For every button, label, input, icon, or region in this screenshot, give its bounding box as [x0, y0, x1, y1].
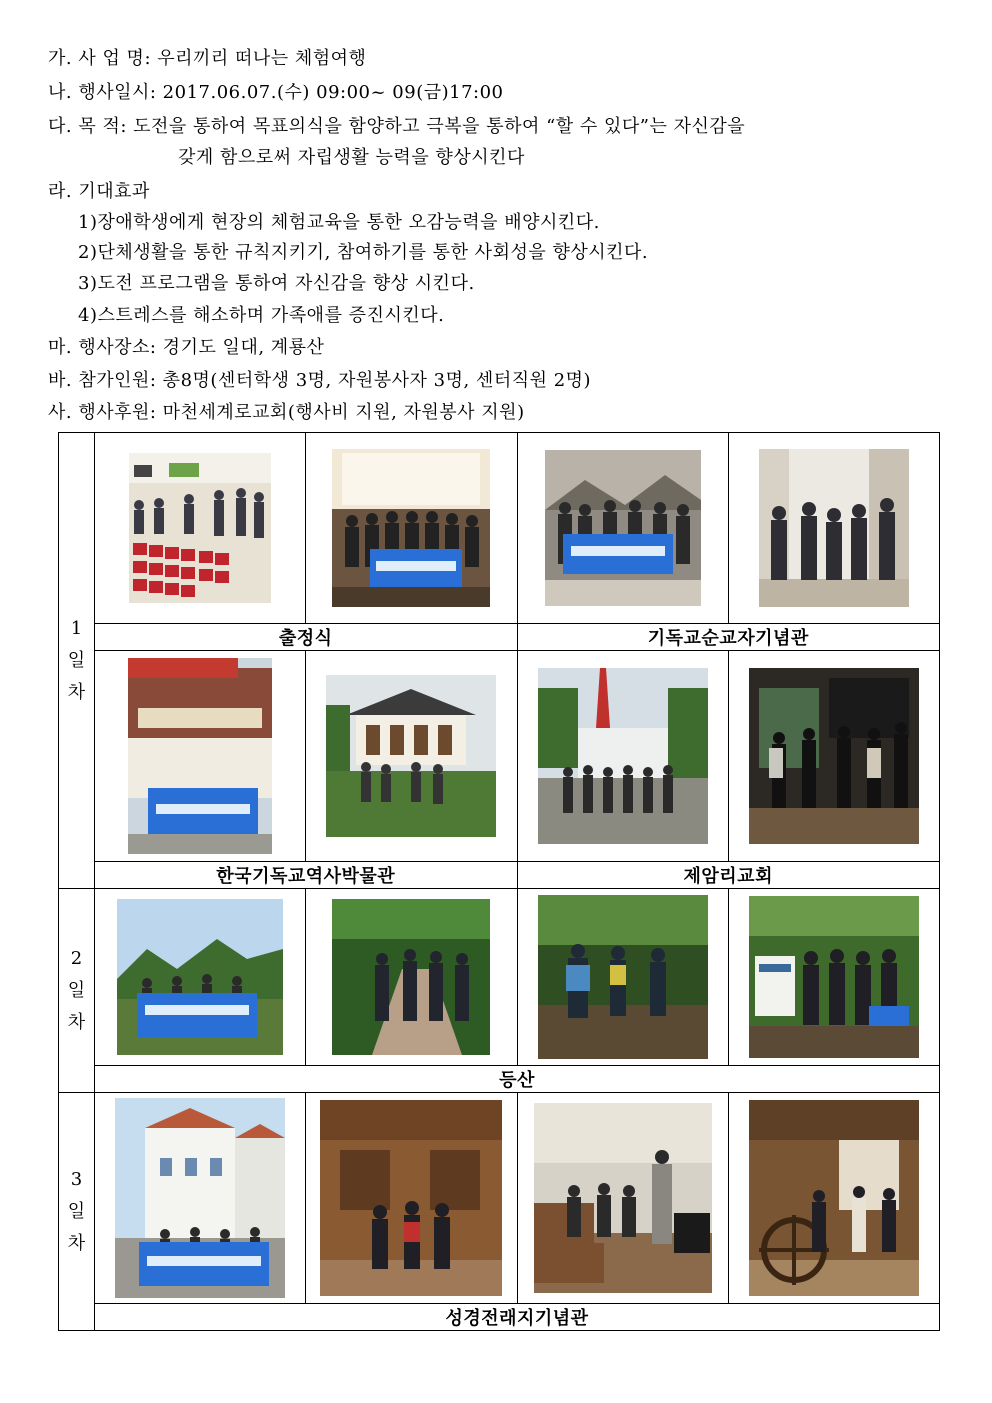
photo-send-off-ceremony-hall — [129, 453, 271, 603]
caption-history-museum: 한국기독교역사박물관 — [95, 862, 518, 889]
caption-martyrs-memorial: 기독교순교자기념관 — [517, 624, 940, 651]
photo-church-exhibit-hall — [749, 668, 919, 844]
info-label: 가. 사 업 명: — [48, 48, 152, 69]
day-3-num: 3 — [70, 1168, 83, 1190]
day-2-il: 일 — [67, 979, 86, 1001]
info-value: 2017.06.07.(수) 09:00~ 09(금)17:00 — [156, 82, 504, 103]
photo-cell — [95, 889, 306, 1066]
info-label: 사. 행사후원: — [48, 402, 157, 423]
info-line-7 — [78, 238, 648, 264]
photo-cell — [517, 1093, 728, 1304]
photo-bible-memorial-building-group — [115, 1098, 285, 1298]
photo-cell — [95, 433, 306, 624]
day-3-il: 일 — [67, 1200, 86, 1222]
caption-jeamri-church: 제암리교회 — [517, 862, 940, 889]
day-2-cha: 차 — [67, 1011, 86, 1033]
photo-cell — [728, 889, 939, 1066]
day-3-cell — [59, 1093, 95, 1331]
photo-chapel-pews — [534, 1103, 712, 1293]
info-value: 총8명(센터학생 3명, 자원봉사자 3명, 센터직원 2명) — [156, 370, 592, 391]
info-value: 마천세계로교회(행사비 지원, 자원봉사 지원) — [156, 402, 525, 423]
caption-hiking: 등산 — [95, 1066, 940, 1093]
photo-hiking-trail-walk — [332, 899, 490, 1055]
photo-cell — [728, 1093, 939, 1304]
info-label: 마. 행사장소: — [48, 337, 157, 358]
info-line-4 — [178, 143, 525, 169]
day-1-cell — [59, 433, 95, 889]
photo-hiking-banner-group — [117, 899, 283, 1055]
info-line-8 — [78, 269, 475, 295]
photo-cell — [728, 651, 939, 862]
photo-history-museum-building — [128, 658, 272, 854]
photo-hanok-building — [326, 675, 496, 837]
day-1-cha: 차 — [67, 681, 86, 703]
info-line-10 — [48, 333, 324, 359]
photo-forest-climb — [538, 895, 708, 1059]
photo-martyrs-memorial-group — [545, 450, 701, 606]
info-line-6 — [78, 208, 600, 234]
photo-cell — [517, 433, 728, 624]
info-value: 도전을 통하여 목표의식을 함양하고 극복을 통하여 “할 수 있다”는 자신감을 — [126, 116, 746, 137]
photo-cell — [306, 651, 517, 862]
day-2-cell — [59, 889, 95, 1093]
info-line-12 — [48, 398, 525, 424]
photo-jeamri-church-group — [538, 668, 708, 844]
info-line-3 — [48, 112, 745, 138]
info-value: 4)스트레스를 해소하며 가족애를 증진시킨다. — [78, 305, 445, 326]
photo-bible-exhibit-interior — [320, 1100, 502, 1296]
info-line-1 — [48, 44, 366, 70]
info-label: 다. 목 적: — [48, 116, 127, 137]
day-3-cha: 차 — [67, 1232, 86, 1254]
photo-cell — [728, 433, 939, 624]
photo-cell — [95, 1093, 306, 1304]
photo-cell — [517, 889, 728, 1066]
info-label: 나. 행사일시: — [48, 82, 157, 103]
info-value: 갖게 함으로써 자립생활 능력을 향상시킨다 — [178, 147, 525, 168]
info-label: 바. 참가인원: — [48, 370, 157, 391]
info-value: 3)도전 프로그램을 통하여 자신감을 향상 시킨다. — [78, 273, 475, 294]
info-line-11 — [48, 366, 591, 392]
photo-mountain-signboard-group — [749, 896, 919, 1058]
day-1-il: 일 — [67, 649, 86, 671]
info-value: 우리끼리 떠나는 체험여행 — [151, 48, 367, 69]
caption-sendoff: 출정식 — [95, 624, 518, 651]
photo-cell — [517, 651, 728, 862]
caption-bible-memorial: 성경전래지기념관 — [95, 1304, 940, 1331]
photo-cell — [306, 433, 517, 624]
photo-memorial-exhibit-room — [759, 449, 909, 607]
photo-ship-wheel-exhibit — [749, 1100, 919, 1296]
photo-cell — [95, 651, 306, 862]
info-value: 2)단체생활을 통한 규칙지키기, 참여하기를 통한 사회성을 향상시킨다. — [78, 242, 649, 263]
photo-cell — [306, 889, 517, 1066]
photo-table — [58, 432, 940, 1331]
info-value: 경기도 일대, 계룡산 — [156, 337, 325, 358]
day-2-num: 2 — [70, 947, 83, 969]
info-line-2 — [48, 78, 504, 104]
info-line-9 — [78, 301, 444, 327]
photo-cell — [306, 1093, 517, 1304]
day-1-num: 1 — [70, 617, 83, 639]
info-line-5 — [48, 177, 150, 203]
info-value: 1)장애학생에게 현장의 체험교육을 통한 오감능력을 배양시킨다. — [78, 212, 600, 233]
info-label: 라. 기대효과 — [48, 181, 150, 202]
photo-group-stage — [332, 449, 490, 607]
